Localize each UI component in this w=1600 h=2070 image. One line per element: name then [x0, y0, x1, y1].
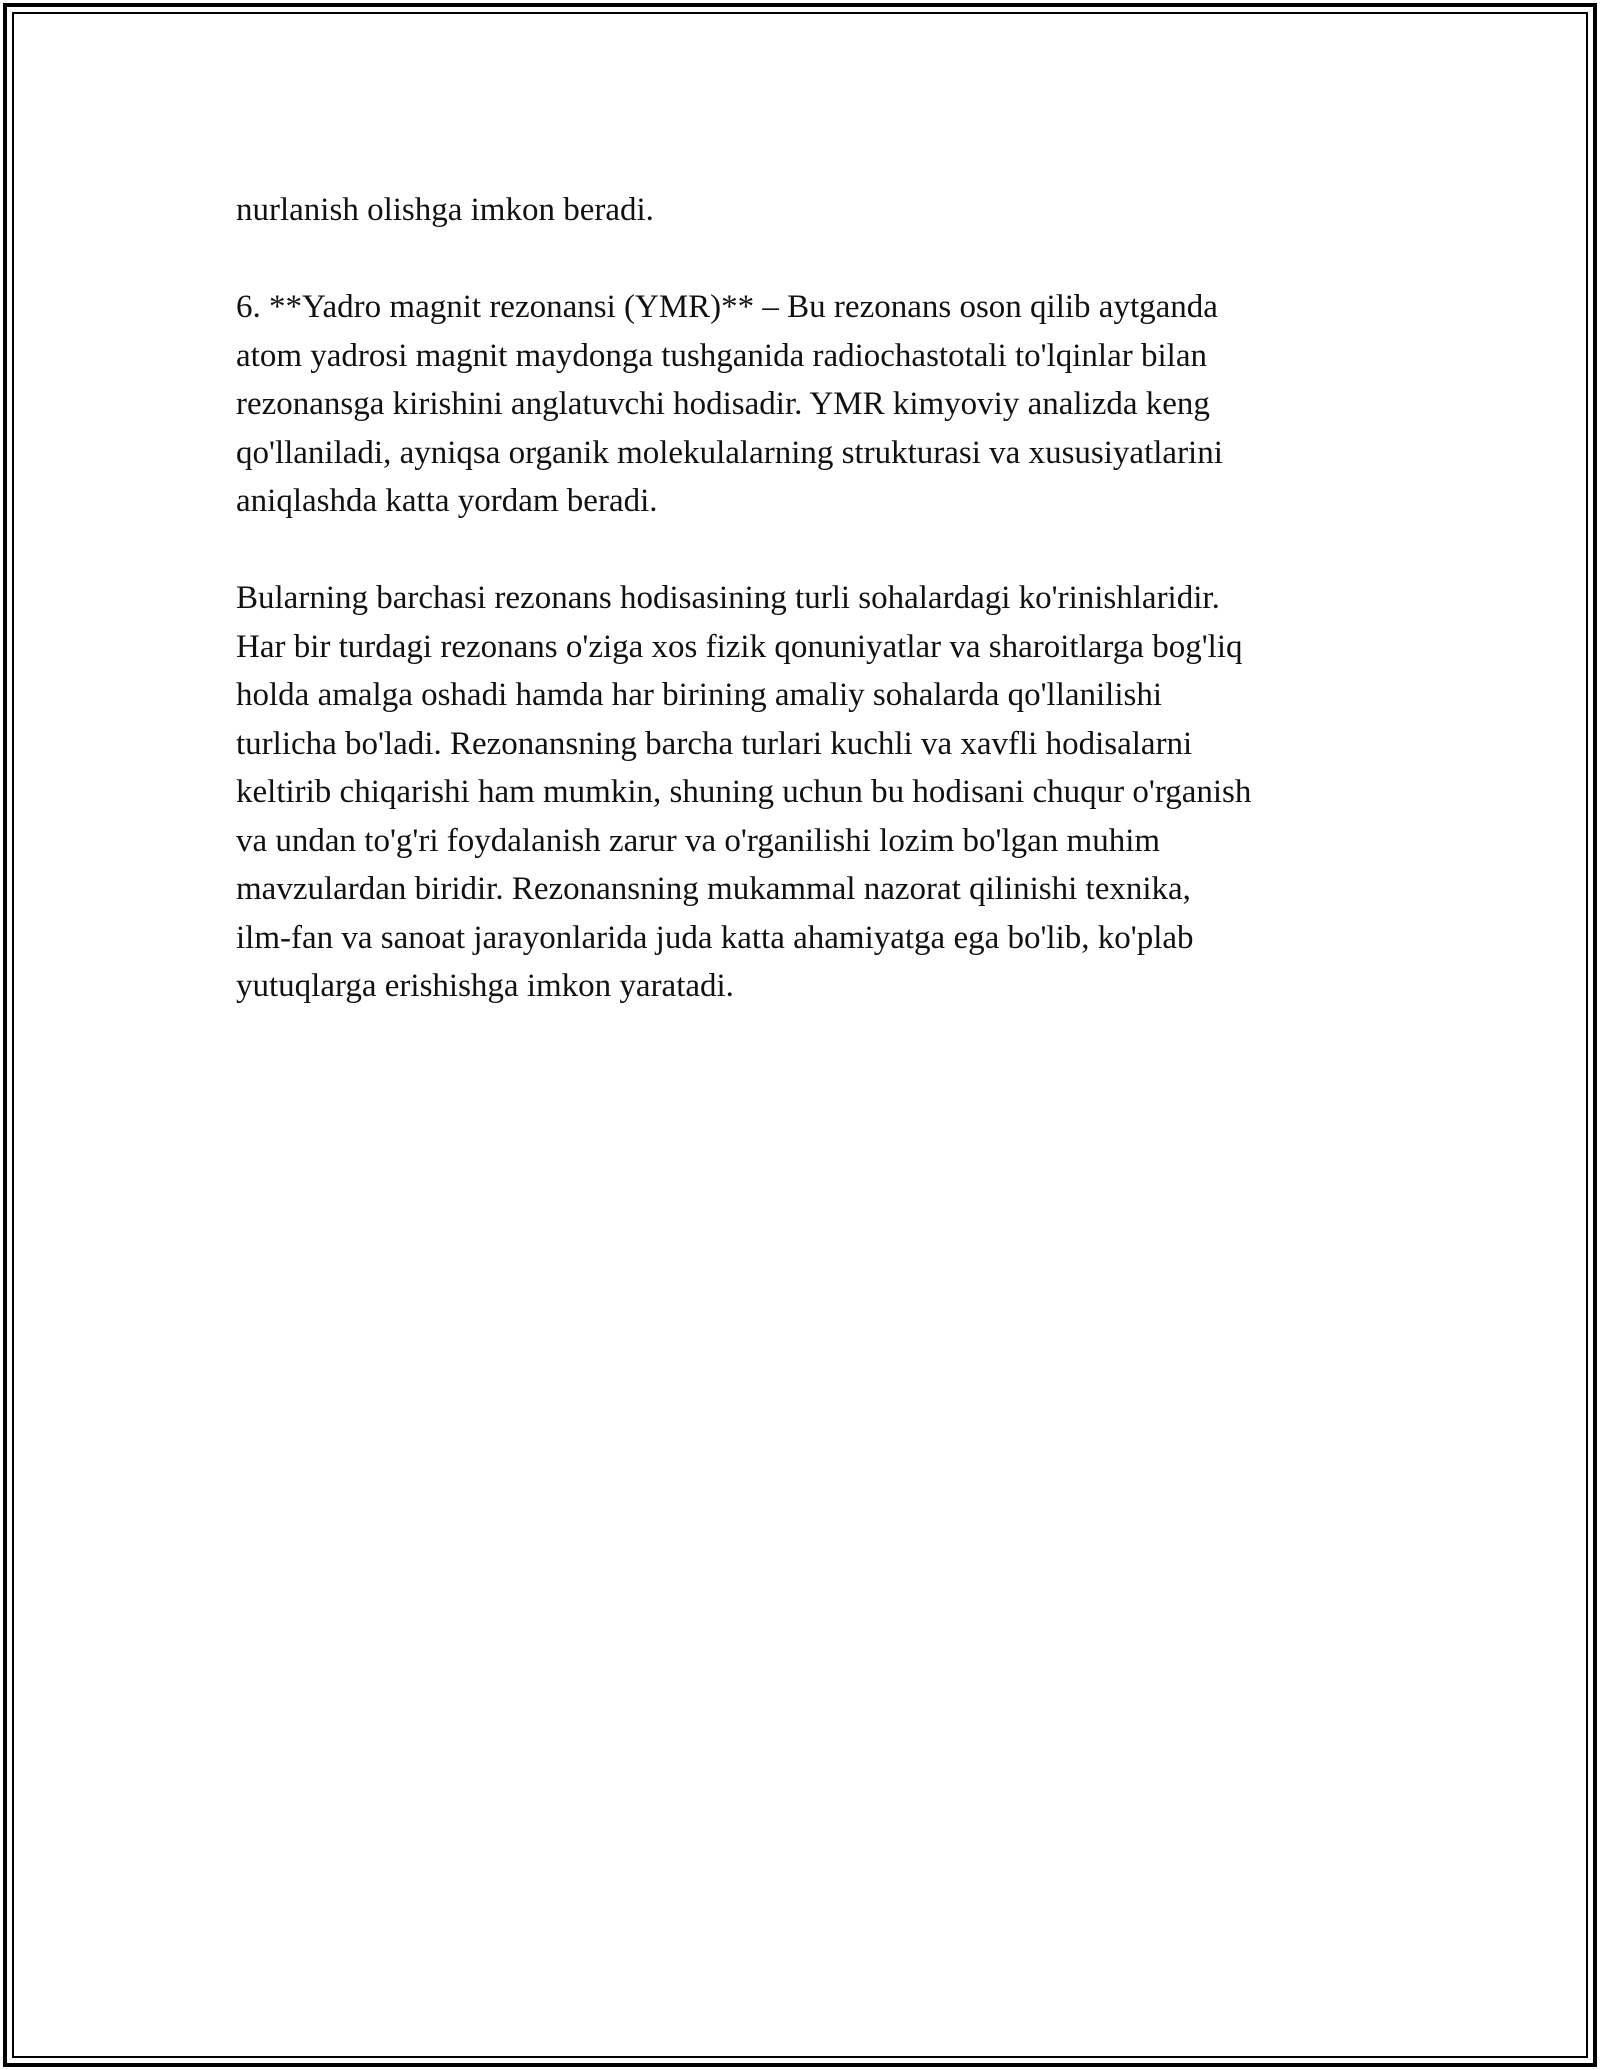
text-line: atom yadrosi magnit maydonga tushganida radiochastotali to'lqinlar bilan — [236, 337, 1207, 374]
document-body — [236, 186, 1386, 1011]
text-line: Har bir turdagi rezonans o'ziga xos fizik qonuniyatlar va sharoitlarga bog'liq — [236, 628, 1243, 665]
paragraph-summary — [236, 574, 1386, 1011]
text-line: aniqlashda katta yordam beradi. — [236, 483, 658, 519]
text-line: turlicha bo'ladi. Rezonansning barcha turlari kuchli va xavfli hodisalarni — [236, 725, 1193, 762]
text-line: qo'llaniladi, ayniqsa organik molekulalarning strukturasi va xususiyatlarini — [236, 434, 1223, 471]
paragraph-ymr — [236, 283, 1386, 526]
paragraph-continuation — [236, 186, 1386, 235]
text-line: mavzulardan biridir. Rezonansning mukammal nazorat qilinishi texnika, — [236, 871, 1191, 907]
text-line: nurlanish olishga imkon beradi. — [236, 192, 654, 228]
text-line: keltirib chiqarishi ham mumkin, shuning uchun bu hodisani chuqur o'rganish — [236, 774, 1252, 810]
text-line: ilm-fan va sanoat jarayonlarida juda katta ahamiyatga ega bo'lib, ko'plab — [236, 919, 1194, 956]
text-line: holda amalga oshadi hamda har birining amaliy sohalarda qo'llanilishi — [236, 677, 1163, 713]
text-line: 6. **Yadro magnit rezonansi (YMR)** – Bu rezonans oson qilib aytganda — [236, 289, 1218, 325]
text-line: rezonansga kirishini anglatuvchi hodisadir. YMR kimyoviy analizda keng — [236, 386, 1210, 422]
paragraph-spacer — [236, 235, 1386, 284]
paragraph-spacer — [236, 526, 1386, 575]
text-line: Bularning barchasi rezonans hodisasining turli sohalardagi ko'rinishlaridir. — [236, 580, 1220, 616]
text-line: va undan to'g'ri foydalanish zarur va o'rganilishi lozim bo'lgan muhim — [236, 822, 1161, 859]
text-line: yutuqlarga erishishga imkon yaratadi. — [236, 968, 734, 1004]
